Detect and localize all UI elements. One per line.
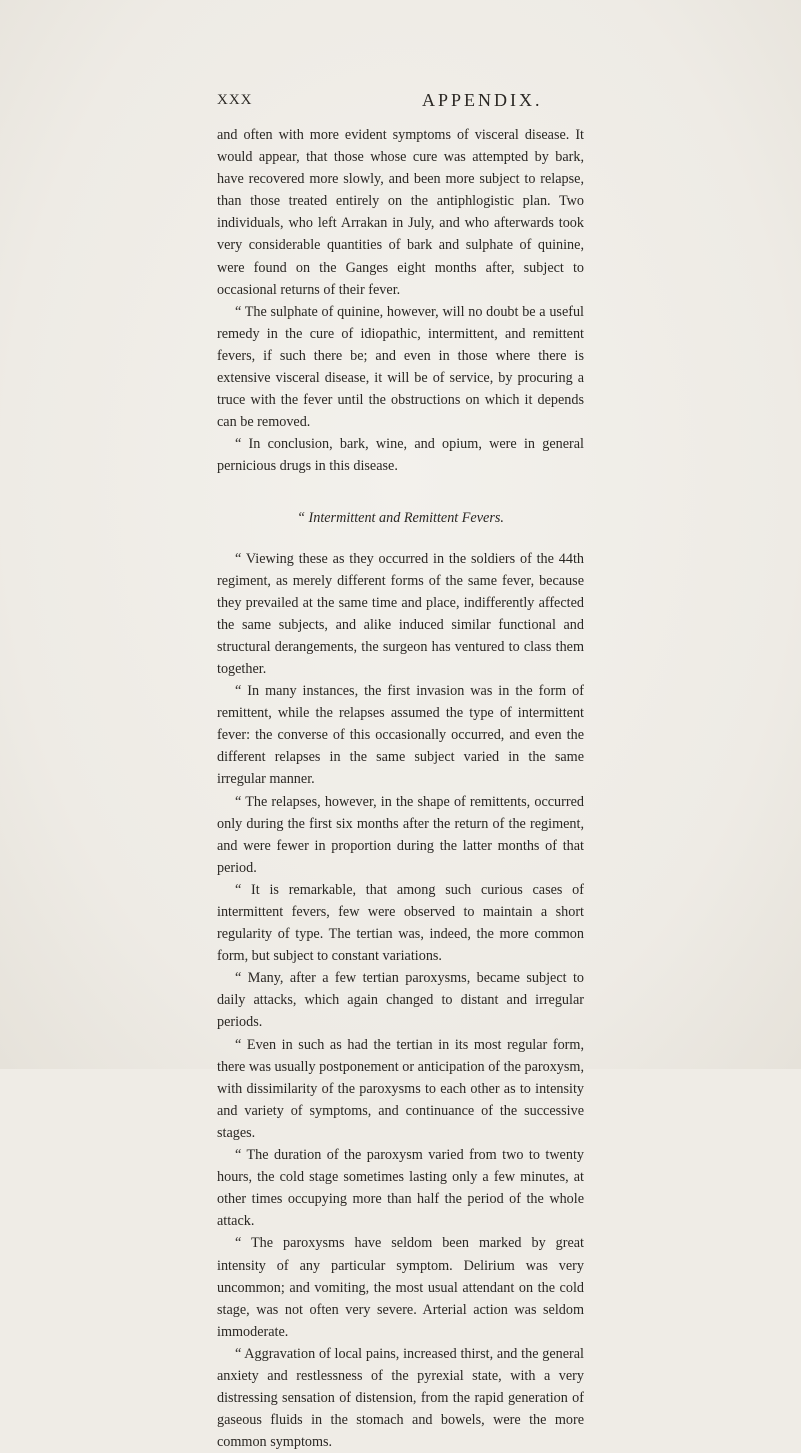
- paragraph: “ In conclusion, bark, wine, and opium, were in general pernicious drugs in this disease.: [217, 436, 584, 475]
- paragraph: “ Viewing these as they occurred in the soldiers of the 44th regiment, as merely different forms of the same fever, because they prevailed at the same time and place, indifferently affected the same subjects, and alike induced similar functional and structural derangements, the surgeon has ventured to class them together.: [217, 550, 584, 677]
- paragraph: “ The relapses, however, in the shape of remittents, occurred only during the first six months after the return of the regiment, and were fewer in proportion during the latter months of that period.: [217, 793, 584, 876]
- paragraph: “ It is remarkable, that among such curious cases of intermittent fevers, few were observed to maintain a short regularity of type. The tertian was, indeed, the more common form, but subject to constant variations.: [217, 881, 584, 965]
- running-title: APPENDIX.: [422, 90, 543, 110]
- body-text: [217, 124, 584, 1453]
- paragraph: “ Even in such as had the tertian in its most regular form, there was usually postponement or anticipation of the paroxysm, with dissimilarity of the paroxysms to each other as to intensity and variety of symptoms, and continuance of the successive stages.: [217, 1036, 584, 1141]
- paragraph: “ In many instances, the first invasion was in the form of remittent, while the relapses assumed the type of intermittent fever: the converse of this occasionally occurred, and even the different relapses in the same subject varied in the same irregular manner.: [217, 683, 584, 788]
- paragraph: and often with more evident symptoms of visceral disease. It would appear, that those whose cure was attempted by bark, have recovered more slowly, and been more subject to relapse, than those treated entirely on the antiphlogistic plan. Two individuals, who left Arrakan in July, and who afterwards took very considerable quantities of bark and sulphate of quinine, were found on the Ganges eight months after, subject to occasional returns of their fever.: [217, 127, 584, 298]
- paragraph: “ Many, after a few tertian paroxysms, became subject to daily attacks, which again changed to distant and irregular periods.: [217, 970, 584, 1031]
- running-head: [217, 92, 585, 116]
- paragraph: “ The duration of the paroxysm varied from two to twenty hours, the cold stage sometimes lasting only a few minutes, at other times occupying more than half the period of the whole attack.: [217, 1147, 584, 1230]
- page-number: XXX: [217, 92, 253, 108]
- paragraph: “ The paroxysms have seldom been marked by great intensity of any particular symptom. Delirium was very uncommon; and vomiting, the most usual attendant on the cold stage, was not often very severe. Arterial action was seldom immoderate.: [217, 1235, 584, 1340]
- paragraph: “ The sulphate of quinine, however, will no doubt be a useful remedy in the cure of idiopathic, intermittent, and remittent fevers, if such there be; and even in those where there is extensive visceral disease, it will be of service, by procuring a truce with the fever until the obstructions on which it depends can be removed.: [217, 303, 584, 431]
- paragraph: “ Aggravation of local pains, increased thirst, and the general anxiety and restlessness of the pyrexial state, with a very distressing sensation of distension, from the rapid generation of gaseous fluids in the stomach and bowels, were the more common symptoms.: [217, 1345, 584, 1451]
- section-heading: “ Intermittent and Remittent Fevers.: [297, 509, 504, 526]
